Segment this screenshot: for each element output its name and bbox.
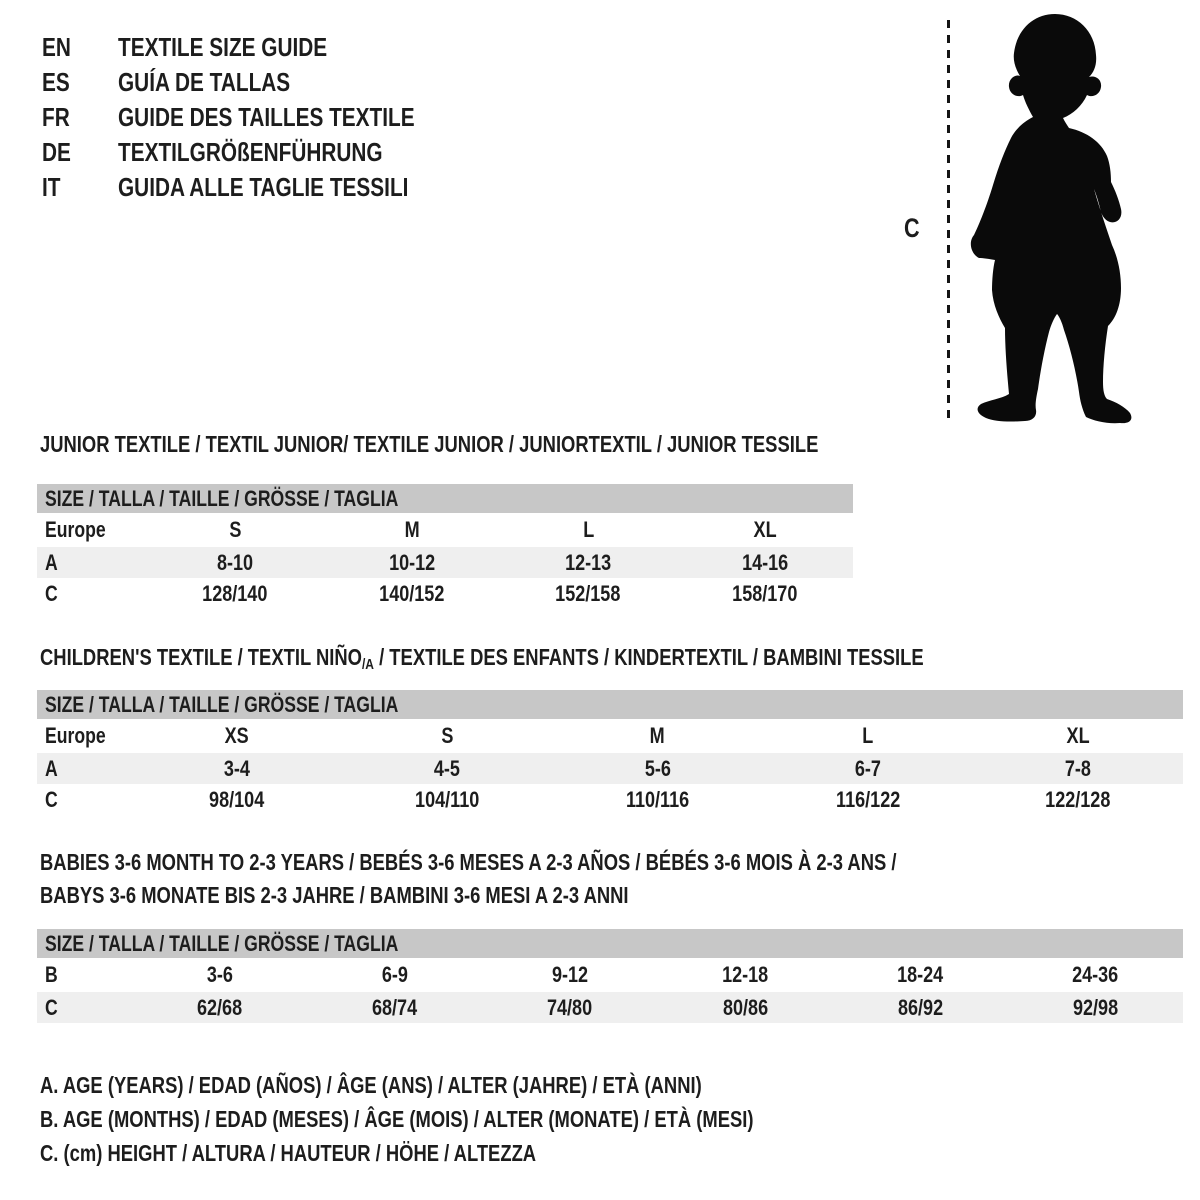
cell-value: 4-5 [434, 755, 461, 781]
table-row-europe [37, 513, 853, 547]
legend-line-b: B. AGE (MONTHS) / EDAD (MESES) / ÂGE (MOIS) / ALTER (MONATE) / ETÀ (MESI) [40, 1105, 754, 1132]
cell-value: 14-16 [741, 549, 788, 575]
cell-value: 5-6 [644, 755, 671, 781]
table-row-europe [37, 719, 1183, 753]
lang-code-es: ES [42, 67, 70, 97]
cell-value: L [862, 723, 874, 748]
cell-value: 3-6 [206, 962, 233, 987]
cell-value: 140/152 [379, 580, 445, 606]
language-title-list [42, 30, 489, 205]
lang-title-en: TEXTILE SIZE GUIDE [118, 32, 328, 62]
table-row-height [37, 992, 1183, 1023]
height-measure-line [947, 20, 950, 418]
cell-value: XL [1066, 723, 1090, 748]
lang-row-en [42, 30, 489, 65]
cell-value: 152/158 [555, 580, 621, 606]
lang-title-de: TEXTILGRÖßENFÜHRUNG [118, 137, 383, 167]
row-label: C [45, 994, 58, 1020]
size-header-label: SIZE / TALLA / TAILLE / GRÖSSE / TAGLIA [45, 485, 399, 511]
cell-value: 10-12 [388, 549, 435, 575]
table-row-height [37, 784, 1183, 815]
lang-row-es [42, 65, 489, 100]
cell-value: 12-13 [565, 549, 612, 575]
row-label: A [45, 549, 58, 575]
cell-value: XL [753, 517, 777, 542]
cell-value: 104/110 [415, 786, 480, 812]
cell-value: S [229, 517, 242, 542]
row-label: C [45, 786, 58, 812]
cell-value: 6-9 [381, 962, 408, 987]
table-row-age [37, 547, 853, 578]
cell-value: XS [225, 723, 250, 748]
cell-value: L [582, 517, 594, 542]
row-label: C [45, 580, 58, 606]
cell-value: 158/170 [732, 580, 798, 606]
size-header-band [37, 484, 853, 513]
nino-a-subscript: /A [361, 656, 374, 673]
lang-code-fr: FR [42, 102, 70, 132]
babies-section-heading-line2: BABYS 3-6 MONATE BIS 2-3 JAHRE / BAMBINI 3-6 MESI A 2-3 ANNI [40, 882, 629, 908]
cell-value: 12-18 [722, 962, 769, 987]
cell-value: 74/80 [547, 994, 593, 1020]
row-label: Europe [45, 517, 106, 542]
babies-section-heading-line1: BABIES 3-6 MONTH TO 2-3 YEARS / BEBÉS 3-6 MESES A 2-3 AÑOS / BÉBÉS 3-6 MOIS À 2-3 ANS / [40, 849, 897, 875]
cell-value: 7-8 [1064, 755, 1091, 781]
lang-title-es: GUÍA DE TALLAS [118, 67, 291, 97]
junior-section-heading: JUNIOR TEXTILE / TEXTIL JUNIOR/ TEXTILE JUNIOR / JUNIORTEXTIL / JUNIOR TESSILE [40, 431, 819, 457]
table-row-age [37, 753, 1183, 784]
cell-value: 62/68 [197, 994, 243, 1020]
cell-value: 68/74 [372, 994, 418, 1020]
measure-legend [40, 1068, 932, 1170]
cell-value: 92/98 [1072, 994, 1119, 1020]
cell-value: 6-7 [854, 755, 881, 781]
cell-value: 8-10 [217, 549, 254, 575]
cell-value: 9-12 [551, 962, 588, 987]
table-row-height [37, 578, 853, 609]
row-label: Europe [45, 723, 106, 748]
lang-row-de [42, 135, 489, 170]
table-row-months [37, 958, 1183, 992]
lang-code-it: IT [42, 172, 61, 202]
cell-value: M [404, 517, 420, 542]
size-header-band [37, 690, 1183, 719]
lang-code-de: DE [42, 137, 71, 167]
cell-value: 116/122 [835, 786, 900, 812]
size-header-band [37, 929, 1183, 958]
baby-silhouette-icon [958, 10, 1150, 426]
cell-value: 86/92 [897, 994, 943, 1020]
cell-value: 3-4 [224, 755, 251, 781]
cell-value: 18-24 [897, 962, 944, 987]
cell-value: 122/128 [1045, 786, 1111, 812]
legend-line-c: C. (cm) HEIGHT / ALTURA / HAUTEUR / HÖHE / ALTEZZA [40, 1139, 537, 1166]
cell-value: 80/86 [722, 994, 768, 1020]
size-header-label: SIZE / TALLA / TAILLE / GRÖSSE / TAGLIA [45, 930, 399, 956]
cell-value: 110/116 [625, 786, 690, 812]
legend-line-a: A. AGE (YEARS) / EDAD (AÑOS) / ÂGE (ANS) / ALTER (JAHRE) / ETÀ (ANNI) [40, 1071, 702, 1098]
lang-row-it [42, 170, 489, 205]
cell-value: 128/140 [202, 580, 268, 606]
children-section-heading: CHILDREN'S TEXTILE / TEXTIL $NIÑO_{/A}$ / TEXTILE DES ENFANTS / KINDERTEXTIL / BAMBINI TESSILE [40, 644, 924, 673]
cell-value: 24-36 [1072, 962, 1119, 987]
lang-row-fr [42, 100, 489, 135]
size-header-label: SIZE / TALLA / TAILLE / GRÖSSE / TAGLIA [45, 691, 399, 717]
lang-title-it: GUIDA ALLE TAGLIE TESSILI [118, 172, 409, 202]
children-size-table [37, 690, 1183, 815]
row-label: B [45, 962, 58, 987]
junior-size-table [37, 484, 853, 609]
height-measure-label: C [904, 213, 920, 243]
lang-title-fr: GUIDE DES TAILLES TEXTILE [118, 102, 415, 132]
cell-value: S [441, 723, 454, 748]
row-label: A [45, 755, 58, 781]
lang-code-en: EN [42, 32, 71, 62]
cell-value: 98/104 [209, 786, 265, 812]
babies-size-table [37, 929, 1183, 1023]
cell-value: M [649, 723, 666, 748]
